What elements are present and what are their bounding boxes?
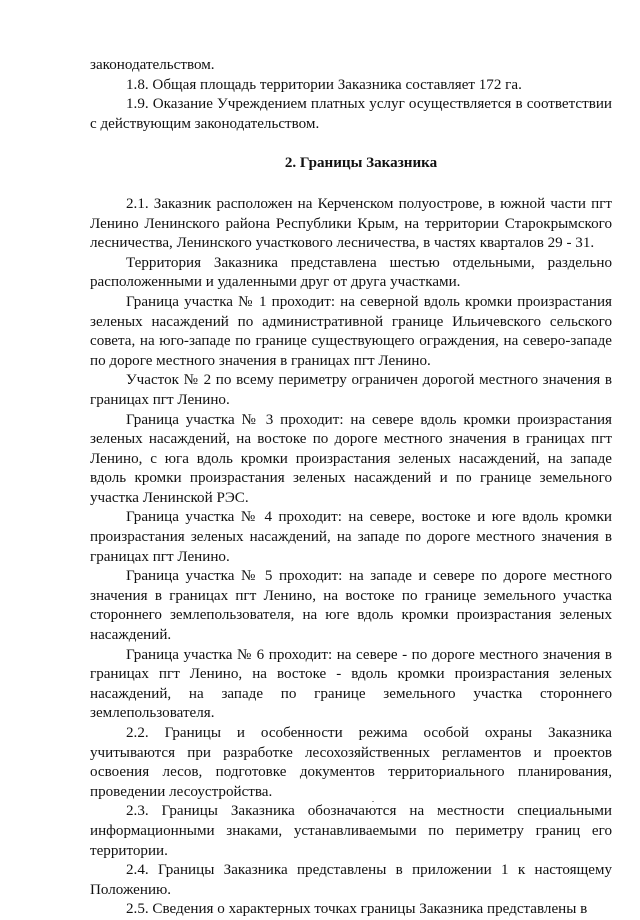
clause-2-5: 2.5. Сведения о характерных точках границы Заказника представлены в [126, 901, 588, 918]
paragraph-plot-1: Граница участка № 1 проходит: на северной вдоль кромки произрастания зеленых насаждений по административной границе Ильичевского сельского совета, на юго-западе по границе существующего ограждения, на северо-западе по дороге местного значения в границах пгт Ленино. [90, 293, 612, 369]
document-body [90, 56, 612, 920]
paragraph-plot-4: Граница участка № 4 проходит: на севере, востоке и юге вдоль кромки произрастания зеленых насаждений, на западе по дороге местного значения в границах пгт Ленино. [90, 509, 612, 565]
section-heading: 2. Границы Заказника [284, 155, 438, 172]
paragraph-plot-2: Участок № 2 по всему периметру ограничен дорогой местного значения в границах пгт Ленино. [90, 372, 612, 408]
clause-2-4: 2.4. Границы Заказника представлены в приложении 1 к настоящему Положению. [90, 862, 612, 898]
paragraph-plot-5: Граница участка № 5 проходит: на западе и севере по дороге местного значения в границах пгт Ленино, на востоке по границе земельного участка стороннего землепользователя, на юге вдоль кромки произрастания зеленых насаждений. [90, 568, 612, 644]
clause-2-1: 2.1. Заказник расположен на Керченском полуострове, в южной части пгт Ленино Ленинского района Республики Крым, на территории Старокрымского лесничества, Ленинского участкового лесничества, в частях кварталов 29 - 31. [90, 195, 612, 252]
paragraph-territory: Территория Заказника представлена шестью отдельными, раздельно расположенными и удаленными друг от друга участками. [90, 254, 612, 291]
clause-2-3: 2.3. Границы Заказника обозначаются на местности специальными информационными знаками, устанавливаемыми по периметру границ его территории. [90, 803, 612, 859]
paragraph-plot-3: Граница участка № 3 проходит: на севере вдоль кромки произрастания зеленых насаждений, на востоке по дороге местного значения в границах пгт Ленино, с юга вдоль кромки произрастания зеленых насаждений, на западе вдоль кромки произрастания зеленых насаждений и по границе земельного участка Ленинской РЭС. [90, 411, 612, 506]
clause-1-8: 1.8. Общая площадь территории Заказника составляет 172 га. [126, 76, 522, 93]
paragraph-plot-6: Граница участка № 6 проходит: на севере - по дороге местного значения в границах пгт Ленино, на востоке - вдоль кромки произрастания зеленых насаждений, на западе по границе земельного участка стороннего землепользователя. [90, 646, 612, 722]
continuation-line: законодательством. [90, 57, 215, 73]
scan-speck [372, 801, 374, 802]
clause-1-9: 1.9. Оказание Учреждением платных услуг осуществляется в соответствии с действующим законодательством. [90, 96, 612, 132]
clause-2-2: 2.2. Границы и особенности режима особой охраны Заказника учитываются при разработке лесохозяйственных регламентов и проектов освоения лесов, подготовке документов территориального планирования, проведении лесоустройства. [90, 725, 612, 800]
